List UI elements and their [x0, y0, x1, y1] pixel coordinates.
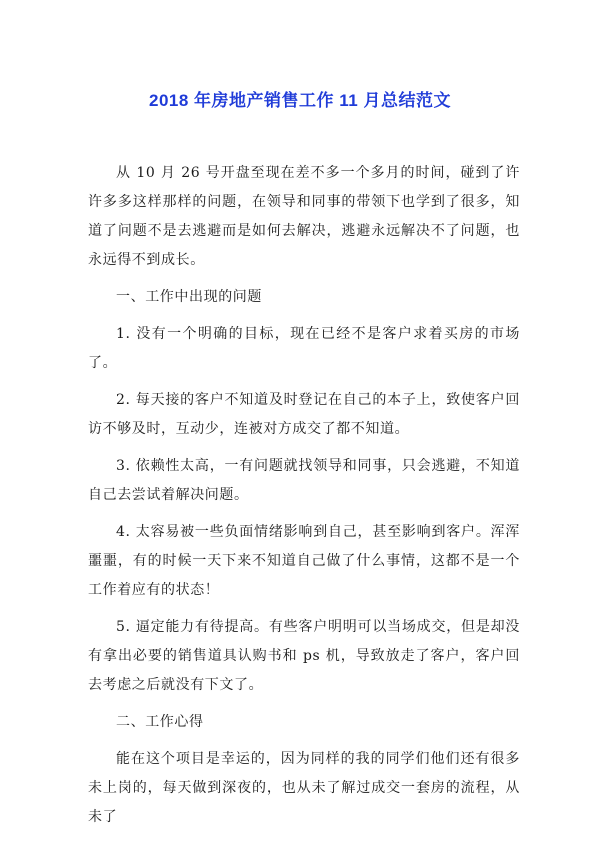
problem-item-4: 4. 太容易被一些负面情绪影响到自己，甚至影响到客户。浑浑噩噩，有的时候一天下来不知道自己做了什么事情，这都不是一个工作着应有的状态！ [88, 524, 520, 598]
problem-item-2: 2. 每天接的客户不知道及时登记在自己的本子上，致使客户回访不够及时，互动少，连被对方成交了都不知道。 [88, 392, 520, 437]
section-heading-problems: 一、工作中出现的问题 [116, 289, 262, 305]
document-title: 2018 年房地产销售工作 11 月总结范文 [149, 91, 451, 110]
intro-paragraph: 从 10 月 26 号开盘至现在差不多一个多月的时间，碰到了许许多多这样那样的问题，在领导和同事的带领下也学到了很多，知道了问题不是去逃避而是如何去解决，逃避永远解决不了问题，也永远得不到成长。 [88, 165, 520, 268]
section-heading-insights: 二、工作心得 [116, 714, 204, 730]
problem-item-3: 3. 依赖性太高，一有问题就找领导和同事，只会逃避，不知道自己去尝试着解决问题。 [88, 458, 520, 503]
problem-item-5: 5. 逼定能力有待提高。有些客户明明可以当场成交，但是却没有拿出必要的销售道具认购书和 ps 机，导致放走了客户，客户回去考虑之后就没有下文了。 [88, 619, 520, 693]
document-body [88, 159, 520, 840]
insights-paragraph: 能在这个项目是幸运的，因为同样的我的同学们他们还有很多未上岗的，每天做到深夜的，也从未了解过成交一套房的流程，从未了 [88, 751, 520, 825]
problem-item-1: 1. 没有一个明确的目标，现在已经不是客户求着买房的市场了。 [88, 326, 520, 371]
